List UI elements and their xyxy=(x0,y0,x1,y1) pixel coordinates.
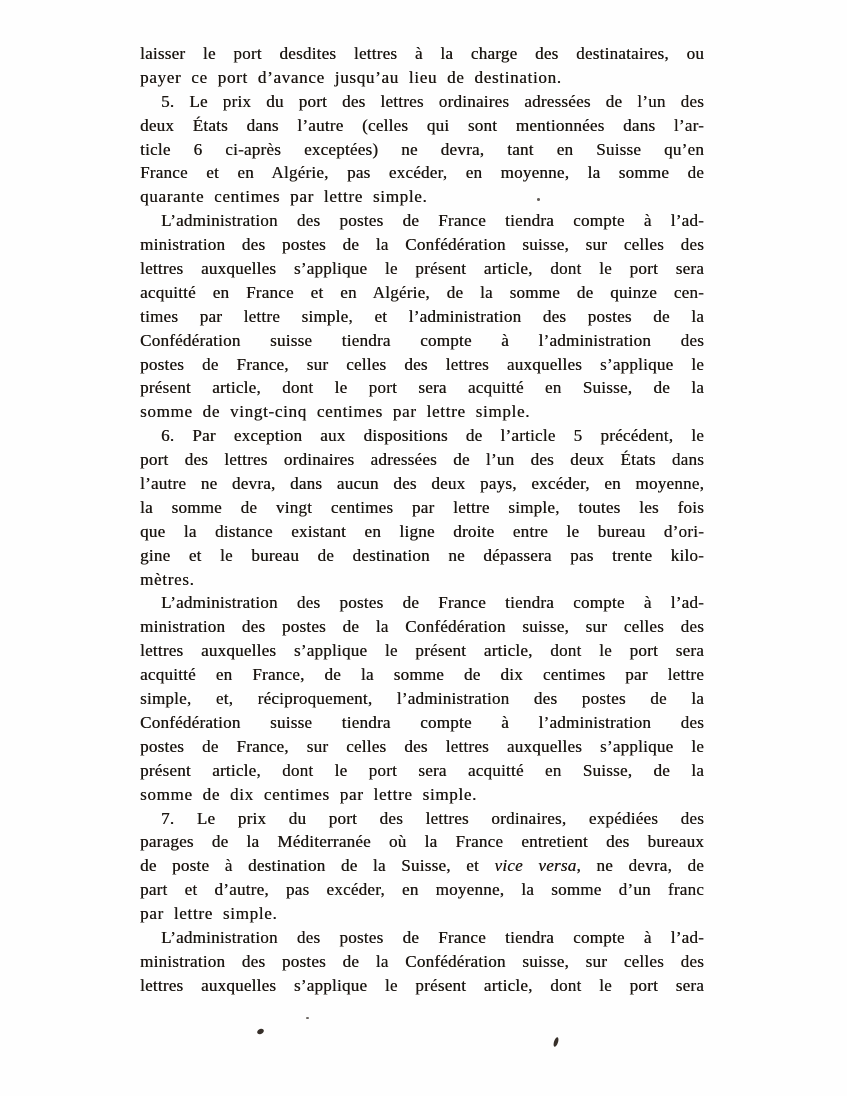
text-segment: ministration des postes de la Confédération suisse, sur celles des xyxy=(140,235,704,255)
ink-speck xyxy=(553,1037,560,1048)
text-segment: lettres auxquelles s’applique le présent article, dont le port sera xyxy=(140,259,704,279)
text-segment: 7. Le prix du port des lettres ordinaires, expédiées des xyxy=(161,808,704,828)
text-line xyxy=(140,663,704,687)
article-5-administration-paragraph xyxy=(140,209,704,424)
text-line xyxy=(140,520,704,544)
text-segment: Confédération suisse tiendra compte à l’administration des xyxy=(140,712,704,732)
text-line xyxy=(140,544,704,568)
text-line xyxy=(140,878,704,902)
text-segment: times par lettre simple, et l’administration des postes de la xyxy=(140,306,704,326)
text-segment: ministration des postes de la Confédération suisse, sur celles des xyxy=(140,617,704,637)
text-line xyxy=(140,448,704,472)
text-line xyxy=(140,185,704,209)
text-segment: somme de dix centimes par lettre simple. xyxy=(140,784,478,804)
text-segment: que la distance existant en ligne droite entre le bureau d’ori- xyxy=(140,521,704,541)
text-segment: laisser le port desdites lettres à la charge des destinataires, ou xyxy=(140,44,704,63)
text-line xyxy=(140,138,704,162)
text-segment: L’administration des postes de France tiendra compte à l’ad- xyxy=(161,211,704,231)
text-segment: , ne devra, de xyxy=(576,856,704,876)
text-segment: France et en Algérie, pas excéder, en moyenne, la somme de xyxy=(140,163,704,183)
text-line xyxy=(140,639,704,663)
text-line xyxy=(140,783,704,807)
text-line xyxy=(140,591,704,615)
text-line xyxy=(140,687,704,711)
text-segment: 6. Par exception aux dispositions de l’article 5 précédent, le xyxy=(161,426,704,446)
text-segment: ticle 6 ci-après exceptées) ne devra, tant en Suisse qu’en xyxy=(140,139,704,159)
article-5-paragraph xyxy=(140,90,704,209)
article-6-administration-paragraph xyxy=(140,591,704,806)
text-line xyxy=(140,161,704,185)
page-text-block xyxy=(140,42,704,998)
text-segment: acquitté en France et en Algérie, de la somme de quinze cen- xyxy=(140,282,704,302)
text-line xyxy=(140,353,704,377)
text-line xyxy=(140,400,704,424)
text-line xyxy=(140,568,704,592)
text-segment: gine et le bureau de destination ne dépassera pas trente kilo- xyxy=(140,545,704,565)
text-line xyxy=(140,257,704,281)
text-segment: mètres. xyxy=(140,569,195,589)
text-line xyxy=(140,233,704,257)
text-line xyxy=(140,329,704,353)
text-line xyxy=(140,209,704,233)
text-line xyxy=(140,830,704,854)
text-segment: quarante centimes par lettre simple. xyxy=(140,187,428,207)
text-segment: par lettre simple. xyxy=(140,904,278,924)
text-segment: somme de vingt-cinq centimes par lettre simple. xyxy=(140,402,531,422)
text-segment: parages de la Méditerranée où la France entretient des bureaux xyxy=(140,832,704,852)
text-segment: simple, et, réciproquement, l’administration des postes de la xyxy=(140,689,704,709)
text-segment: la somme de vingt centimes par lettre simple, toutes les fois xyxy=(140,497,704,517)
text-line xyxy=(140,854,704,878)
text-line xyxy=(140,376,704,400)
text-line xyxy=(140,615,704,639)
italic-text-segment: vice versa xyxy=(494,856,577,876)
text-line xyxy=(140,424,704,448)
text-line xyxy=(140,472,704,496)
text-segment: port des lettres ordinaires adressées de l’un des deux États dans xyxy=(140,450,704,470)
text-segment: postes de France, sur celles des lettres auxquelles s’applique le xyxy=(140,354,704,374)
article-6-paragraph xyxy=(140,424,704,591)
text-line xyxy=(140,974,704,998)
article-7-paragraph xyxy=(140,807,704,926)
text-segment: L’administration des postes de France tiendra compte à l’ad- xyxy=(161,927,704,947)
text-segment: lettres auxquelles s’applique le présent article, dont le port sera xyxy=(140,641,704,661)
text-segment: ministration des postes de la Confédération suisse, sur celles des xyxy=(140,951,704,971)
text-segment: lettres auxquelles s’applique le présent article, dont le port sera xyxy=(140,975,704,995)
article-7-administration-paragraph xyxy=(140,926,704,998)
ink-speck xyxy=(537,198,540,201)
text-line xyxy=(140,496,704,520)
text-line xyxy=(140,902,704,926)
text-line xyxy=(140,305,704,329)
text-segment: 5. Le prix du port des lettres ordinaires adressées de l’un des xyxy=(161,91,704,111)
text-line xyxy=(140,735,704,759)
text-segment: deux États dans l’autre (celles qui sont mentionnées dans l’ar- xyxy=(140,115,704,135)
text-line xyxy=(140,950,704,974)
text-line xyxy=(140,281,704,305)
text-line xyxy=(140,807,704,831)
text-segment: Confédération suisse tiendra compte à l’administration des xyxy=(140,330,704,350)
text-segment: acquitté en France, de la somme de dix centimes par lettre xyxy=(140,665,704,685)
text-segment: part et d’autre, pas excéder, en moyenne, la somme d’un franc xyxy=(140,880,704,900)
text-segment: présent article, dont le port sera acquitté en Suisse, de la xyxy=(140,378,704,398)
text-line xyxy=(140,90,704,114)
text-segment: présent article, dont le port sera acquitté en Suisse, de la xyxy=(140,760,704,780)
text-segment: l’autre ne devra, dans aucun des deux pays, excéder, en moyenne, xyxy=(140,474,704,494)
text-line xyxy=(140,759,704,783)
text-line xyxy=(140,66,704,90)
text-segment: L’administration des postes de France tiendra compte à l’ad- xyxy=(161,593,704,613)
text-line xyxy=(140,42,704,66)
text-segment: de poste à destination de la Suisse, et xyxy=(140,856,495,876)
text-line xyxy=(140,926,704,950)
text-line xyxy=(140,114,704,138)
text-segment: postes de France, sur celles des lettres auxquelles s’applique le xyxy=(140,736,704,756)
ink-speck xyxy=(256,1028,264,1035)
text-segment: payer ce port d’avance jusqu’au lieu de destination. xyxy=(140,67,562,87)
text-line xyxy=(140,711,704,735)
ink-speck xyxy=(306,1017,309,1019)
continuation-paragraph xyxy=(140,42,704,90)
